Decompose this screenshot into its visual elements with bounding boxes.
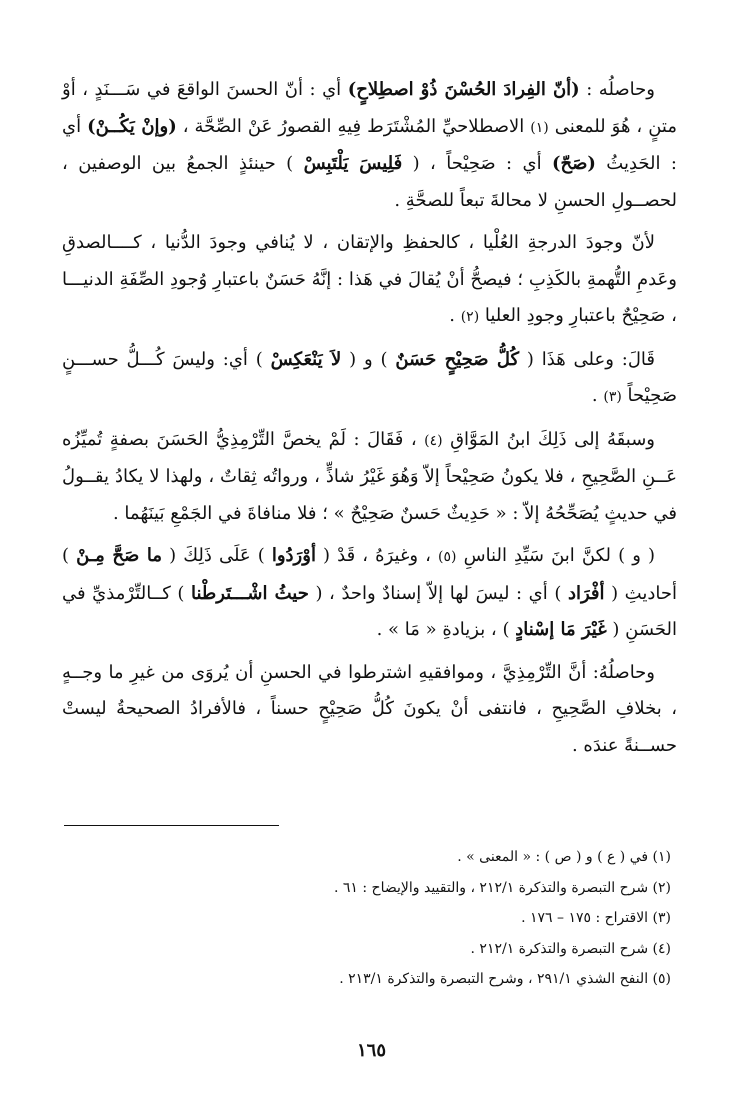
- footnote: (٤) شرح التبصرة والتذكرة ٢١٢/١ .: [470, 940, 671, 957]
- commentary-text: ) ، بزيادةِ « مَا » .: [376, 619, 516, 640]
- footnote: (٣) الاقتراح : ١٧٥ – ١٧٦ .: [521, 910, 671, 926]
- commentary-text: أي : صَحِيْحاً ، (: [402, 153, 552, 174]
- commentary-text: وحاصلُهُ: أنَّ التِّرْمِذِيَّ ، وموافقيهِ اشترطوا في الحسنِ أن يُروَى من غيرِ ما وجــهٍ ، بخلافِ الصَّحِيحِ ، فانتفى أنْ يكونَ كُلُّ صَحِيْحٍ حسناً ، فالأفرادُ الصحيحةُ ليستْ حســنةً عندَه .: [62, 661, 677, 756]
- footnote-marker: (٢): [460, 309, 480, 325]
- footnotes: [62, 842, 671, 995]
- matn-text: فَلِيسَ يَلْتَبِسْ: [303, 153, 403, 174]
- commentary-text: ) و (: [341, 348, 396, 370]
- matn-text: ما صَحَّ مِـنْ: [76, 545, 163, 566]
- matn-text: لاَ يَنْعَكِسْ: [270, 348, 342, 370]
- footnote-marker: (١): [530, 119, 549, 136]
- paragraph: [62, 422, 677, 533]
- matn-text: (وإنْ يَكُــنْ): [87, 115, 177, 137]
- matn-text: (أنّ الفِرادَ الحُسْنَ ذُوْ اصطِلاحٍ): [347, 79, 580, 100]
- commentary-text: ) أي : ليسَ لها إلاّ إسنادٌ واحدٌ ، (: [308, 582, 568, 604]
- footnote: (٥) النفح الشذي ٢٩١/١ ، وشرح التبصرة والتذكرة ٢١٣/١ .: [339, 971, 671, 987]
- commentary-text: .: [591, 385, 604, 406]
- paragraph: [62, 72, 677, 219]
- main-text: [62, 72, 677, 770]
- paragraph: [62, 655, 677, 765]
- matn-text: حيثُ اشْـــتَرطْنا: [191, 582, 309, 604]
- commentary-text: .: [449, 305, 461, 326]
- commentary-text: لأنّ وجودَ الدرجةِ العُلْيا ، كالحفظِ والإتقان ، لا يُنافي وجودَ الدُّنيا ، كــــالصدقِ وعَدمِ التُّهمةِ بالكَذِبِ ؛ فيصحُّ أنْ يُقالَ في هَذا : إنَّهُ حَسَنٌ باعتبارِ وُجودِ الصِّفَةِ الدنيـــا ، صَحِيْحٌ باعتبارِ وجودِ العليا: [62, 232, 677, 326]
- commentary-text: ) عَلَى ذَلِكَ (: [162, 545, 272, 566]
- footnote: (١) في ( ع ) و ( ص ) : « المعنى » .: [457, 849, 671, 865]
- matn-text: أوْرَدُوا: [271, 545, 316, 566]
- commentary-text: ، فَقَالَ : لَمْ يخصَّ التِّرْمِذِيُّ الحَسَنَ بصفةٍ تُميِّزُه عَــنِ الصَّحِيحِ ، فلا يكونُ صَحِيْحاً إلاّ وَهُوَ غَيْرُ شاذٍّ ، ورواتُه ثِقاتٌ ، ولهذا لا يكادُ يقــولُ في حديثٍ يُصَحِّحُهُ إلاّ : « حَدِيثٌ حَسنٌ صَحِيْحٌ » ؛ فلا منافاةَ في الجَمْعِ بَينَهُما .: [62, 428, 677, 524]
- matn-text: كُلُّ صَحِيْحٍ حَسَنٌ: [395, 348, 520, 370]
- commentary-text: ) أحاديثِ (: [62, 545, 677, 604]
- footnote: (٢) شرح التبصرة والتذكرة ٢١٢/١ ، والتقييد والإيضاح : ٦١ .: [333, 879, 671, 896]
- commentary-text: الاصطلاحيِّ المُشْتَرَط فِيهِ القصورُ عَنْ الصِّحَّة ،: [176, 115, 531, 137]
- commentary-text: ) حينئذٍ الجمعُ بين الوصفين ، لحصــولِ الحسنِ لا محالةَ تبعاً للصحَّةِ .: [62, 153, 677, 211]
- footnote-marker: (٤): [424, 432, 443, 449]
- footnote-marker: (٣): [603, 389, 622, 405]
- page-number: ١٦٥: [356, 1040, 386, 1061]
- commentary-text: ) أي: وليسَ كُـــلُّ حســـنٍ صَحِيْحاً: [62, 348, 677, 406]
- paragraph: [62, 225, 677, 336]
- footnote-marker: (٥): [438, 549, 457, 565]
- commentary-text: ، وغيرَهُ ، قَدْ (: [315, 545, 439, 566]
- footnote-divider: [64, 825, 279, 826]
- matn-text: (صَحّ): [551, 153, 596, 174]
- matn-text: أفْرَاد: [567, 582, 605, 604]
- commentary-text: ( و ) لكنَّ ابنَ سَيِّدِ الناسِ: [456, 545, 655, 566]
- matn-text: غَيْرَ مَا إسْنادٍ: [515, 619, 607, 640]
- commentary-text: وسبقَهُ إلى ذَلِكَ ابنُ المَوَّاقِ: [442, 428, 655, 450]
- paragraph: [62, 538, 677, 649]
- commentary-text: قَالَ: وعلى هَذَا (: [519, 348, 656, 370]
- commentary-text: أي : أنّ الحسنَ الواقعَ في سَـــنَدٍ ، أوْ متنٍ ، هُوَ للمعنى: [62, 79, 677, 137]
- commentary-text: أي : الحَدِيثُ: [62, 115, 677, 174]
- commentary-text: وحاصلُه :: [579, 79, 655, 100]
- commentary-text: ) كــالتِّرْمذيِّ في الحَسَنِ (: [62, 582, 677, 640]
- paragraph: [62, 342, 677, 416]
